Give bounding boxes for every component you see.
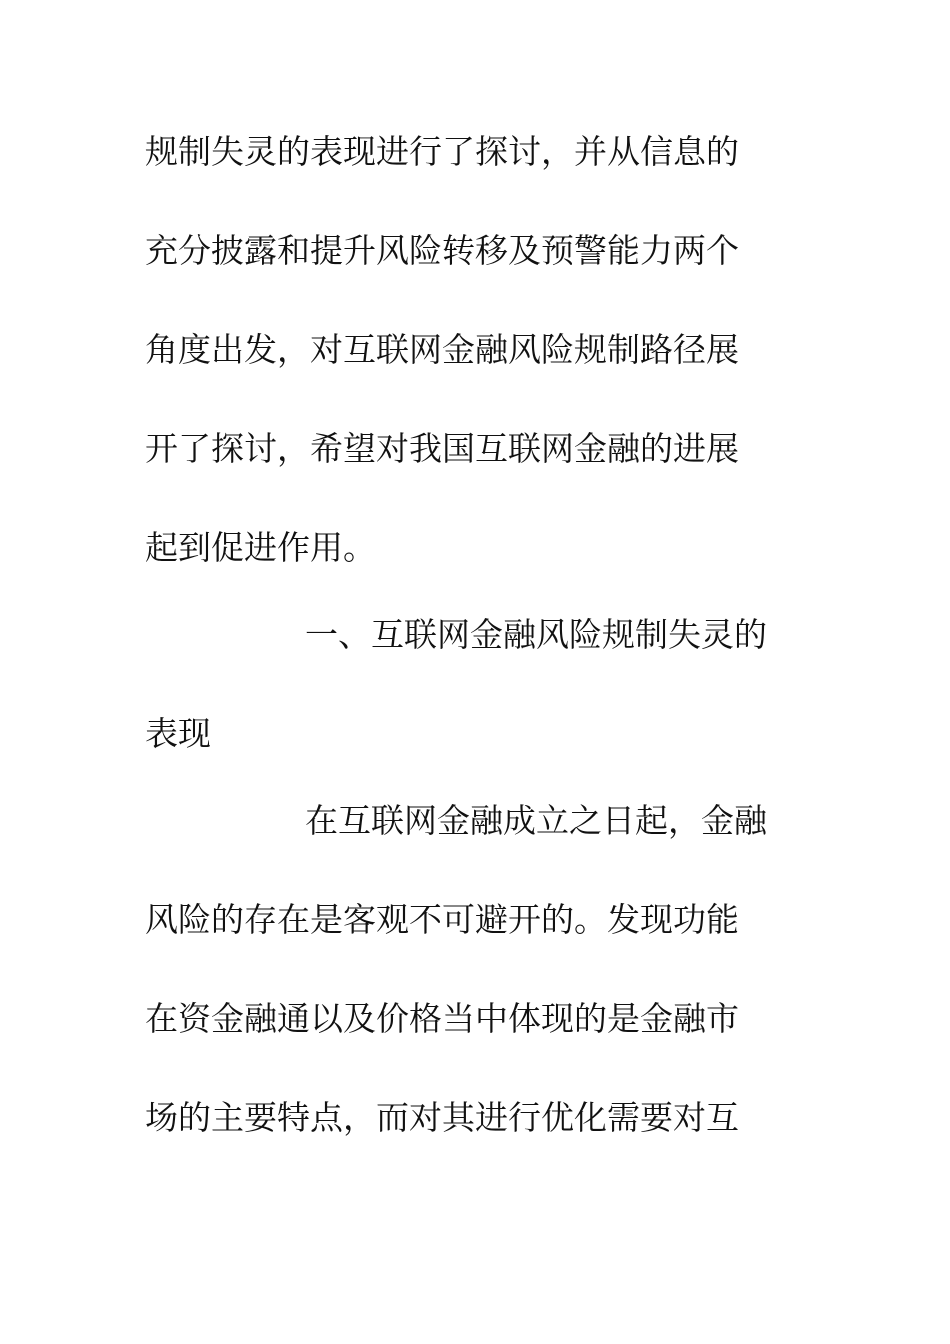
- paragraph-line: 风险的存在是客观不可避开的。发现功能: [145, 900, 739, 939]
- paragraph-line: 规制失灵的表现进行了探讨，并从信息的: [145, 132, 739, 171]
- paragraph-line: 角度出发，对互联网金融风险规制路径展: [145, 330, 739, 369]
- paragraph-line: 充分披露和提升风险转移及预警能力两个: [145, 231, 739, 270]
- section-heading-continuation: 表现: [145, 714, 211, 753]
- paragraph-line: 在互联网金融成立之日起，金融: [305, 801, 767, 840]
- paragraph-line: 场的主要特点，而对其进行优化需要对互: [145, 1098, 739, 1137]
- paragraph-line: 起到促进作用。: [145, 528, 376, 567]
- paragraph-line: 开了探讨，希望对我国互联网金融的进展: [145, 429, 739, 468]
- section-heading: 一、互联网金融风险规制失灵的: [305, 615, 767, 654]
- paragraph-line: 在资金融通以及价格当中体现的是金融市: [145, 999, 739, 1038]
